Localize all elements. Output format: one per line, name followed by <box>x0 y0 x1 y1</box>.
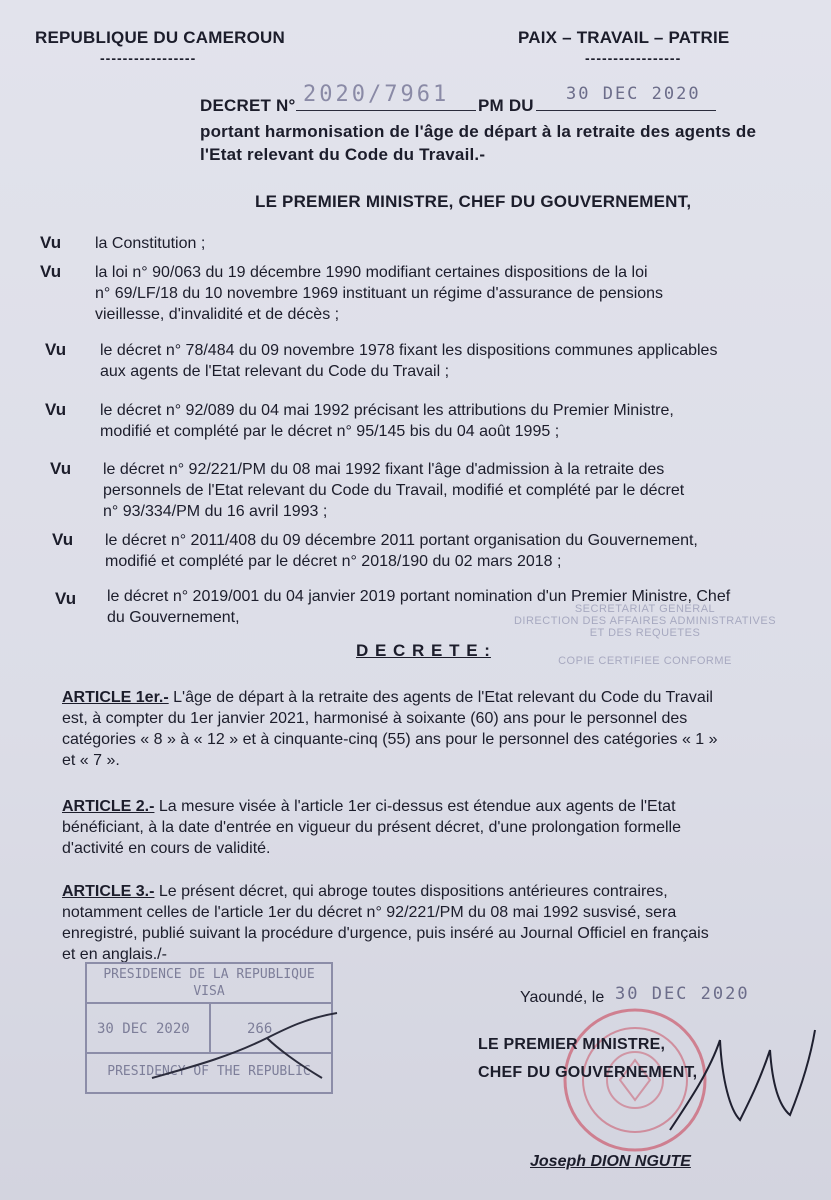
signatory-title-2: CHEF DU GOUVERNEMENT, <box>478 1064 698 1081</box>
header-right-dashes: ----------------- <box>585 50 682 66</box>
article-1: ARTICLE 1er.- L'âge de départ à la retraite des agents de l'Etat relevant du Code du Travail est, à compter du 1er janvier 2021, harmonisé à soixante (60) ans pour le personnel des catégories « 8 » à « 12 » et à cinquante-cinq (55) ans pour le personnel des catégories « 1 » et « 7 ». <box>62 689 718 769</box>
vu-label-7: Vu <box>55 589 77 608</box>
visa-stamp-date: 30 DEC 2020 <box>97 1021 190 1037</box>
vu-item-4: le décret n° 92/089 du 04 mai 1992 précisant les attributions du Premier Ministre, modifié et complété par le décret n° 95/145 bis du 04 août 1995 ; <box>100 402 674 440</box>
signatory-title-1: LE PREMIER MINISTRE, <box>478 1036 666 1053</box>
decree-number-stamp: 2020/7961 <box>303 82 450 107</box>
visa-stamp-number: 266 <box>247 1021 273 1037</box>
national-motto: PAIX – TRAVAIL – PATRIE <box>518 28 730 47</box>
visa-stamp-title: PRESIDENCE DE LA REPUBLIQUE <box>103 967 315 982</box>
vu-item-6: le décret n° 2011/408 du 09 décembre 2011 portant organisation du Gouvernement, modifié et complété par le décret n° 2018/190 du 02 mars 2018 ; <box>105 532 698 570</box>
decrete-heading: D E C R E T E : <box>356 641 491 660</box>
article-1-label: ARTICLE 1er.- <box>62 689 169 706</box>
vu-label-5: Vu <box>50 459 72 478</box>
visa-stamp-label: VISA <box>193 984 225 999</box>
vu-item-3: le décret n° 78/484 du 09 novembre 1978 fixant les dispositions communes applicables aux agents de l'Etat relevant du Code du Travail ; <box>100 342 718 380</box>
article-2: ARTICLE 2.- La mesure visée à l'article 1er ci-dessus est étendue aux agents de l'Etat bénéficiant, à la date d'entrée en vigueur du présent décret, d'une prolongation formelle d'activité en cours de validité. <box>62 798 681 857</box>
vu-item-5: le décret n° 92/221/PM du 08 mai 1992 fixant l'âge d'admission à la retraite des personnels de l'Etat relevant du Code du Travail, modifié et complété par le décret n° 93/334/PM du 16 avril 1993 ; <box>103 461 685 520</box>
vu-item-2: la loi n° 90/063 du 19 décembre 1990 modifiant certaines dispositions de la loi n° 69/LF/18 du 10 novembre 1969 instituant un régime d'assurance de pensions vieillesse, d'invalidité et de décès ; <box>95 264 664 323</box>
vu-label-1: Vu <box>40 233 62 252</box>
pm-du-label: PM DU <box>478 96 534 115</box>
decree-date-line <box>536 110 716 111</box>
vu-label-3: Vu <box>45 340 67 359</box>
signatory-name: Joseph DION NGUTE <box>530 1153 691 1170</box>
article-3-label: ARTICLE 3.- <box>62 883 155 900</box>
header-left-dashes: ----------------- <box>100 50 197 66</box>
certified-copy-stamp: SECRETARIAT GENERAL DIRECTION DES AFFAIRES ADMINISTRATIVES ET DES REQUETES COPIE CERTIFIEE CONFORME <box>513 603 777 667</box>
vu-item-1: la Constitution ; <box>95 235 206 252</box>
visa-initials-scribble <box>147 1008 347 1088</box>
visa-stamp-footer: PRESIDENCY OF THE REPUBLIC <box>107 1064 311 1079</box>
vu-item-7: le décret n° 2019/001 du 04 janvier 2019 portant nomination d'un Premier Ministre, Chef du Gouvernement, <box>107 588 731 626</box>
signature-scribble <box>660 1020 820 1140</box>
decree-label: DECRET N° <box>200 96 296 115</box>
authority-heading: LE PREMIER MINISTRE, CHEF DU GOUVERNEMENT, <box>255 192 692 211</box>
signature-date-stamp: 30 DEC 2020 <box>615 984 750 1004</box>
vu-label-4: Vu <box>45 400 67 419</box>
vu-label-6: Vu <box>52 530 74 549</box>
decree-date-stamp: 30 DEC 2020 <box>566 84 701 104</box>
decree-number-line <box>296 110 476 111</box>
decree-subject-line-1: portant harmonisation de l'âge de départ à la retraite des agents de <box>200 122 757 141</box>
vu-label-2: Vu <box>40 262 62 281</box>
country-name: REPUBLIQUE DU CAMEROUN <box>35 28 285 47</box>
presidency-visa-stamp <box>85 962 333 1094</box>
article-2-label: ARTICLE 2.- <box>62 798 155 815</box>
article-3: ARTICLE 3.- Le présent décret, qui abroge toutes dispositions antérieures contraires, notamment celles de l'article 1er du décret n° 92/221/PM du 08 mai 1992 susvisé, sera enregistré, publié suivant la procédure d'urgence, puis inséré au Journal Officiel en français et en anglais./- <box>62 883 709 963</box>
decree-subject-line-2: l'Etat relevant du Code du Travail.- <box>200 145 486 164</box>
signature-place: Yaoundé, le <box>520 989 605 1006</box>
